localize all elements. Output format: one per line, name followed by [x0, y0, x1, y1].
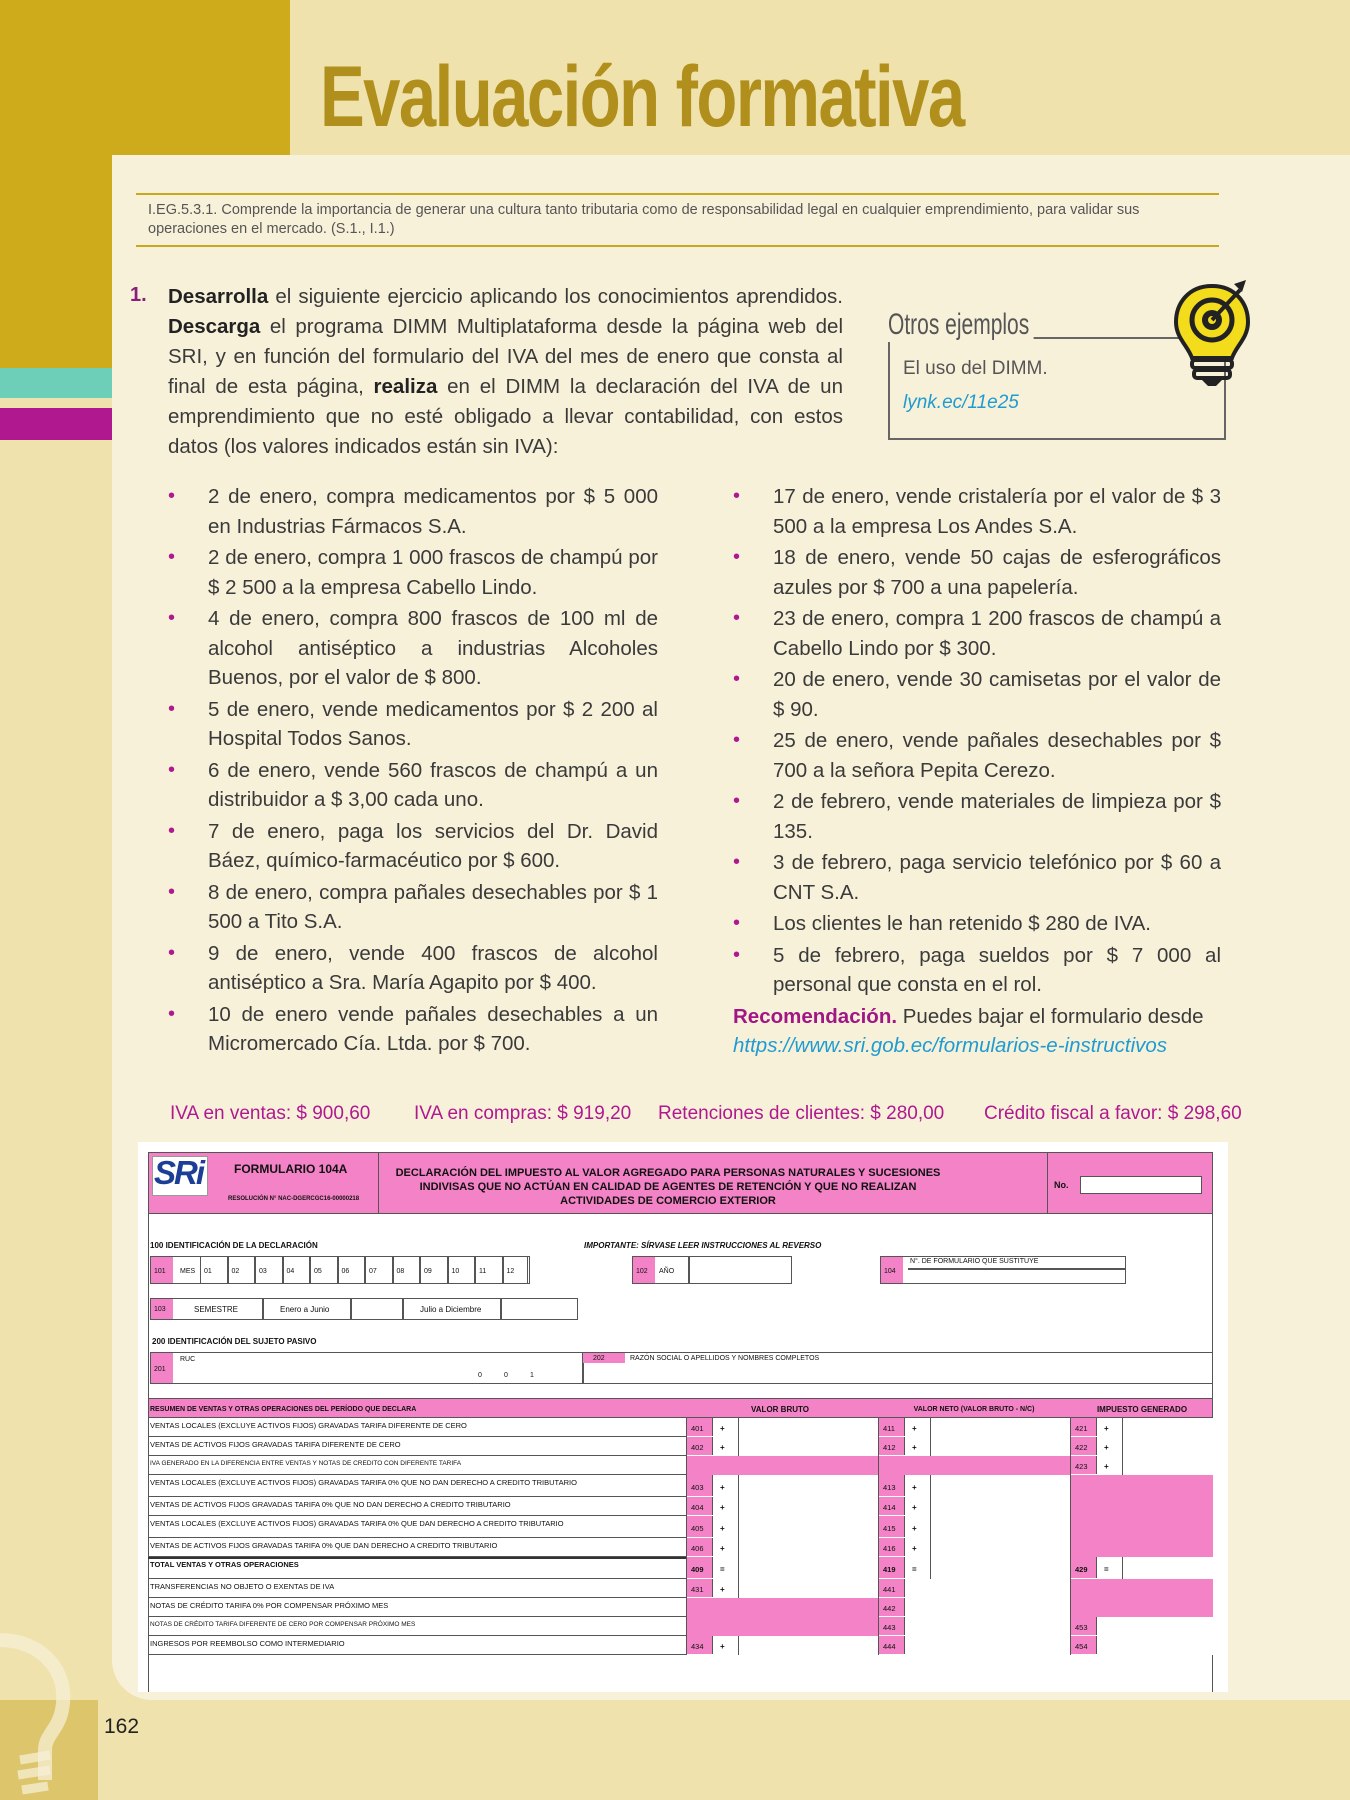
divider — [738, 1557, 739, 1579]
month-label: 09 — [424, 1268, 432, 1275]
value-cell[interactable] — [878, 1579, 1070, 1598]
field-code: 453 — [1075, 1623, 1088, 1632]
list-item: • 8 de enero, compra pañales desechables por $ 1 500 a Tito S.A. — [168, 878, 658, 937]
row-label: TOTAL VENTAS Y OTRAS OPERACIONES — [150, 1560, 299, 1569]
list-item: • 10 de enero vende pañales desechables a un Micromercado Cía. Ltda. por $ 700. — [168, 1000, 658, 1059]
code-202: 202 — [593, 1355, 605, 1362]
divider — [1122, 1437, 1123, 1456]
field-code: 423 — [1075, 1462, 1088, 1471]
sign: + — [1104, 1462, 1109, 1471]
question-text-part-2: el programa DIMM Multiplataforma desde la página web del SRI, y en función del formulario del IVA del mes de enero que consta al final de esta página, — [168, 315, 843, 398]
divider — [1122, 1456, 1123, 1475]
row-label: VENTAS LOCALES (EXCLUYE ACTIVOS FIJOS) GRAVADAS TARIFA DIFERENTE DE CERO — [150, 1421, 467, 1430]
month-label: 10 — [451, 1268, 460, 1275]
divider — [930, 1538, 931, 1557]
list-item: • 17 de enero, vende cristalería por el valor de $ 3 500 a la empresa Los Andes S.A. — [733, 482, 1221, 541]
sign: + — [720, 1585, 725, 1594]
sign: + — [912, 1424, 917, 1433]
answer-credito-fiscal: Crédito fiscal a favor: $ 298,60 — [984, 1103, 1242, 1124]
list-item: • 5 de enero, vende medicamentos por $ 2 200 al Hospital Todos Sanos. — [168, 695, 658, 754]
value-cell[interactable] — [686, 1437, 878, 1456]
month-label: 12 — [506, 1268, 515, 1275]
field-code: 412 — [883, 1443, 896, 1452]
value-cell[interactable] — [686, 1418, 878, 1437]
field-code: 413 — [883, 1482, 896, 1492]
divider — [930, 1437, 931, 1456]
answer-iva-compras: IVA en compras: $ 919,20 — [414, 1103, 632, 1124]
question-text-part-1: el siguiente ejercicio aplicando los conocimientos aprendidos. — [268, 285, 843, 308]
sign: + — [1104, 1443, 1109, 1452]
field-code: 403 — [691, 1482, 704, 1492]
list-item: • 6 de enero, vende 560 frascos de champú a un distribuidor a $ 3,00 cada uno. — [168, 756, 658, 815]
value-cell[interactable] — [686, 1557, 878, 1579]
list-item: • 2 de enero, compra 1 000 frascos de champú por $ 2 500 a la empresa Cabello Lindo. — [168, 543, 658, 602]
divider — [930, 1475, 931, 1497]
ruc-label: RUC — [180, 1356, 196, 1363]
divider — [738, 1538, 739, 1557]
section-100-title: 100 IDENTIFICACIÓN DE LA DECLARACIÓN — [150, 1241, 318, 1250]
list-item: • 18 de enero, vende 50 cajas de esferográficos azules por $ 700 a una papelería. — [733, 543, 1221, 602]
footer-bar — [0, 1700, 1350, 1800]
section-200-title: 200 IDENTIFICACIÓN DEL SUJETO PASIVO — [152, 1337, 317, 1346]
field-code: 406 — [691, 1544, 704, 1553]
divider — [930, 1516, 931, 1538]
page-number: 162 — [104, 1715, 140, 1738]
value-cell[interactable] — [686, 1497, 878, 1516]
month-label: 07 — [369, 1268, 377, 1275]
divider — [738, 1475, 739, 1497]
semester-jul-dec: Julio a Diciembre — [420, 1305, 482, 1314]
sign: + — [720, 1443, 725, 1452]
question-number: 1. — [130, 284, 147, 306]
row-label: INGRESOS POR REEMBOLSO COMO INTERMEDIARIO — [150, 1639, 345, 1648]
row-label: VENTAS DE ACTIVOS FIJOS GRAVADAS TARIFA DIFERENTE DE CERO — [150, 1440, 401, 1449]
value-cell[interactable] — [878, 1538, 1070, 1557]
keyword-descarga: Descarga — [168, 315, 261, 338]
divider — [930, 1557, 931, 1579]
divider — [738, 1516, 739, 1538]
field-code: 411 — [883, 1424, 895, 1433]
list-item: • Los clientes le han retenido $ 280 de IVA. — [733, 909, 1221, 939]
sign: + — [912, 1443, 917, 1452]
month-label: 11 — [479, 1268, 487, 1275]
other-examples-link[interactable]: lynk.ec/11e25 — [903, 392, 1019, 413]
form-no-label: No. — [1054, 1180, 1069, 1190]
month-label: 02 — [231, 1268, 240, 1275]
value-cell[interactable] — [686, 1475, 878, 1497]
value-cell — [1070, 1579, 1213, 1598]
bullet-list-right — [733, 482, 1221, 1061]
divider — [738, 1497, 739, 1516]
list-item: • 9 de enero, vende 400 frascos de alcohol antiséptico a Sra. María Agapito por $ 400. — [168, 939, 658, 998]
code-101: 101 — [154, 1268, 166, 1275]
divider — [688, 1256, 690, 1284]
code-103: 103 — [154, 1306, 166, 1313]
value-cell[interactable] — [686, 1516, 878, 1538]
code-104: 104 — [884, 1268, 896, 1275]
evaluation-indicator: I.EG.5.3.1. Comprende la importancia de generar una cultura tanto tributaria como de responsabilidad legal en cualquier emprendimiento, para validar sus operaciones en el mercado. (S.1., I.1.) — [136, 193, 1219, 247]
ruc-digit: 0 — [478, 1372, 482, 1379]
sign: + — [1104, 1424, 1109, 1433]
row-label: IVA GENERADO EN LA DIFERENCIA ENTRE VENTAS Y NOTAS DE CREDITO CON DIFERENTE TARIFA — [150, 1460, 462, 1467]
field-code: 414 — [883, 1503, 896, 1512]
list-item: • 7 de enero, paga los servicios del Dr. David Báez, químico-farmacéutico por $ 600. — [168, 817, 658, 876]
value-cell — [686, 1598, 878, 1617]
teal-strip — [0, 368, 112, 398]
year-label: AÑO — [659, 1268, 675, 1275]
divider — [908, 1268, 1126, 1270]
semester-jan-jun: Enero a Junio — [280, 1305, 330, 1314]
ruc-digit: 1 — [530, 1372, 534, 1379]
list-item: • 3 de febrero, paga servicio telefónico por $ 60 a CNT S.A. — [733, 848, 1221, 907]
value-cell[interactable] — [878, 1516, 1070, 1538]
divider — [930, 1418, 931, 1437]
row-label: VENTAS DE ACTIVOS FIJOS GRAVADAS TARIFA 0% QUE NO DAN DERECHO A CREDITO TRIBUTARIO — [150, 1500, 511, 1509]
list-item: • 4 de enero, compra 800 frascos de 100 ml de alcohol antiséptico a industrias Alcoholes Buenos, por el valor de $ 800. — [168, 604, 658, 693]
divider — [500, 1298, 502, 1320]
field-code: 421 — [1075, 1424, 1088, 1433]
divider — [262, 1298, 264, 1320]
other-examples-title: Otros ejemplos — [888, 308, 1033, 342]
keyword-desarrolla: Desarrolla — [168, 285, 269, 308]
sign: + — [720, 1424, 725, 1433]
tax-generated-header: IMPUESTO GENERADO — [1096, 1405, 1188, 1414]
divider — [378, 1152, 379, 1214]
sign: + — [912, 1482, 917, 1492]
value-cell[interactable] — [878, 1598, 1070, 1617]
list-item: • 2 de enero, compra medicamentos por $ 5 000 en Industrias Fármacos S.A. — [168, 482, 658, 541]
divider — [1047, 1152, 1048, 1214]
sign: + — [720, 1503, 725, 1512]
sign: = — [1104, 1564, 1109, 1574]
field-code: 401 — [691, 1424, 704, 1433]
form-no-input[interactable] — [1080, 1176, 1202, 1194]
field-code: 454 — [1075, 1642, 1088, 1651]
field-code: 415 — [883, 1523, 896, 1533]
recommendation-text: Puedes bajar el formulario desde — [897, 1004, 1204, 1028]
summary-title: RESUMEN DE VENTAS Y OTRAS OPERACIONES DEL PERÍODO QUE DECLARA — [150, 1406, 417, 1413]
sign: + — [720, 1642, 725, 1651]
list-item: • 20 de enero, vende 30 camisetas por el valor de $ 90. — [733, 665, 1221, 724]
sign: + — [912, 1544, 917, 1553]
field-code: 434 — [691, 1642, 704, 1651]
value-cell — [686, 1456, 878, 1475]
month-label: 06 — [341, 1268, 350, 1275]
row-label: NOTAS DE CRÉDITO TARIFA 0% POR COMPENSAR PRÓXIMO MES — [150, 1601, 389, 1610]
value-cell[interactable] — [878, 1418, 1070, 1437]
ruc-digit: 0 — [504, 1372, 508, 1379]
page-title: Evaluación formativa — [320, 49, 964, 145]
value-cell[interactable] — [686, 1579, 878, 1598]
value-cell — [878, 1456, 1070, 1475]
field-code: 444 — [883, 1642, 896, 1651]
answer-iva-ventas: IVA en ventas: $ 900,60 — [170, 1103, 371, 1124]
field-code: 429 — [1075, 1564, 1088, 1574]
field-code: 422 — [1075, 1443, 1088, 1452]
field-code: 431 — [691, 1585, 704, 1594]
value-cell — [1070, 1497, 1213, 1516]
gold-header-block — [0, 0, 290, 155]
keyword-realiza: realiza — [373, 375, 438, 398]
month-label: MES — [180, 1268, 196, 1275]
sri-logo: SRi — [154, 1154, 204, 1191]
value-cell — [686, 1617, 878, 1636]
form-heading: DECLARACIÓN DEL IMPUESTO AL VALOR AGREGADO PARA PERSONAS NATURALES Y SUCESIONES INDIVISAS QUE NO ACTÚAN EN CALIDAD DE AGENTES DE RETENCIÓN Y QUE NO REALIZAN ACTIVIDADES DE COMERCIO EXTERIOR — [395, 1167, 941, 1207]
month-label: 04 — [286, 1268, 295, 1275]
value-cell — [1070, 1475, 1213, 1497]
sign: + — [720, 1482, 725, 1492]
list-item: • 23 de enero, compra 1 200 frascos de champú a Cabello Lindo por $ 300. — [733, 604, 1221, 663]
value-cell[interactable] — [878, 1437, 1070, 1456]
bullet-list-left — [168, 482, 658, 1061]
sign: + — [912, 1503, 917, 1512]
sign: = — [912, 1564, 917, 1574]
row-label: VENTAS LOCALES (EXCLUYE ACTIVOS FIJOS) GRAVADAS TARIFA 0% QUE DAN DERECHO A CREDITO TRIBUTARIO — [150, 1519, 564, 1528]
form-104a — [138, 1142, 1228, 1692]
business-name-label: RAZÓN SOCIAL O APELLIDOS Y NOMBRES COMPLETOS — [630, 1355, 820, 1362]
magenta-strip — [0, 408, 112, 440]
code-102: 102 — [636, 1268, 648, 1275]
divider — [1122, 1418, 1123, 1437]
important-note: IMPORTANTE: SÍRVASE LEER INSTRUCCIONES AL REVERSO — [584, 1241, 822, 1250]
row-label: VENTAS LOCALES (EXCLUYE ACTIVOS FIJOS) GRAVADAS TARIFA 0% QUE NO DAN DERECHO A CREDITO TRIBUTARIO — [150, 1478, 577, 1487]
list-item: • 2 de febrero, vende materiales de limpieza por $ 135. — [733, 787, 1221, 846]
month-label: 08 — [396, 1268, 405, 1275]
divider — [350, 1298, 352, 1320]
lightbulb-watermark-icon — [0, 1630, 100, 1800]
value-cell[interactable] — [878, 1557, 1070, 1579]
value-cell — [1070, 1516, 1213, 1538]
recommendation-link[interactable]: https://www.sri.gob.ec/formularios-e-instructivos — [733, 1034, 1168, 1057]
net-value-header: VALOR NETO (VALOR BRUTO - N/C) — [913, 1406, 1035, 1413]
value-cell[interactable] — [878, 1497, 1070, 1516]
field-code: 442 — [883, 1604, 896, 1613]
month-label: 03 — [259, 1268, 267, 1275]
sign: + — [720, 1544, 725, 1553]
field-code: 441 — [883, 1585, 896, 1594]
value-cell[interactable] — [686, 1636, 878, 1655]
divider — [738, 1418, 739, 1437]
field-code: 419 — [883, 1564, 896, 1574]
field-code: 416 — [883, 1544, 896, 1553]
answer-retenciones: Retenciones de clientes: $ 280,00 — [658, 1103, 945, 1124]
month-label: 01 — [204, 1268, 212, 1275]
question-text-part-3: en el DIMM la declaración del IVA de un emprendimiento que no esté obligado a llevar contabilidad, con estos datos (los valores indicados están sin IVA): — [168, 375, 843, 458]
row-label: NOTAS DE CRÉDITO TARIFA DIFERENTE DE CERO POR COMPENSAR PRÓXIMO MES — [150, 1621, 416, 1628]
sign: + — [720, 1523, 725, 1533]
month-label: 05 — [314, 1268, 322, 1275]
divider — [738, 1437, 739, 1456]
other-examples-description: El uso del DIMM. — [903, 358, 1048, 379]
substitute-label: N°. DE FORMULARIO QUE SUSTITUYE — [910, 1258, 1039, 1265]
divider — [1122, 1557, 1123, 1579]
sign: + — [912, 1523, 917, 1533]
row-label: TRANSFERENCIAS NO OBJETO O EXENTAS DE IVA — [150, 1582, 335, 1591]
field-code: 405 — [691, 1523, 704, 1533]
code-201: 201 — [154, 1366, 166, 1373]
question-text — [168, 282, 843, 462]
list-item: • 25 de enero, vende pañales desechables por $ 700 a la señora Pepita Cerezo. — [733, 726, 1221, 785]
value-cell[interactable] — [878, 1475, 1070, 1497]
field-code: 404 — [691, 1503, 704, 1512]
field-code: 402 — [691, 1443, 704, 1452]
divider — [738, 1636, 739, 1655]
list-item: • 5 de febrero, paga sueldos por $ 7 000 al personal que consta en el rol. — [733, 941, 1221, 1000]
divider — [738, 1579, 739, 1598]
value-cell[interactable] — [878, 1617, 1070, 1636]
value-cell[interactable] — [878, 1636, 1070, 1655]
value-cell — [1070, 1598, 1213, 1617]
divider — [402, 1298, 404, 1320]
field-code: 409 — [691, 1564, 704, 1574]
divider — [930, 1497, 931, 1516]
value-cell — [1070, 1538, 1213, 1557]
form-resolution: RESOLUCIÓN N° NAC-DGERCGC16-00000218 — [228, 1196, 360, 1202]
year-row — [632, 1256, 792, 1284]
gross-value-header: VALOR BRUTO — [751, 1405, 809, 1414]
value-cell[interactable] — [686, 1538, 878, 1557]
recommendation — [733, 1002, 1221, 1061]
sign: = — [720, 1564, 725, 1574]
field-code: 443 — [883, 1623, 896, 1632]
semester-label: SEMESTRE — [194, 1305, 239, 1314]
row-label: VENTAS DE ACTIVOS FIJOS GRAVADAS TARIFA 0% QUE DAN DERECHO A CREDITO TRIBUTARIO — [150, 1541, 498, 1550]
lightbulb-target-icon — [1172, 278, 1252, 388]
recommendation-label: Recomendación. — [733, 1004, 898, 1028]
form-name: FORMULARIO 104A — [234, 1162, 348, 1176]
